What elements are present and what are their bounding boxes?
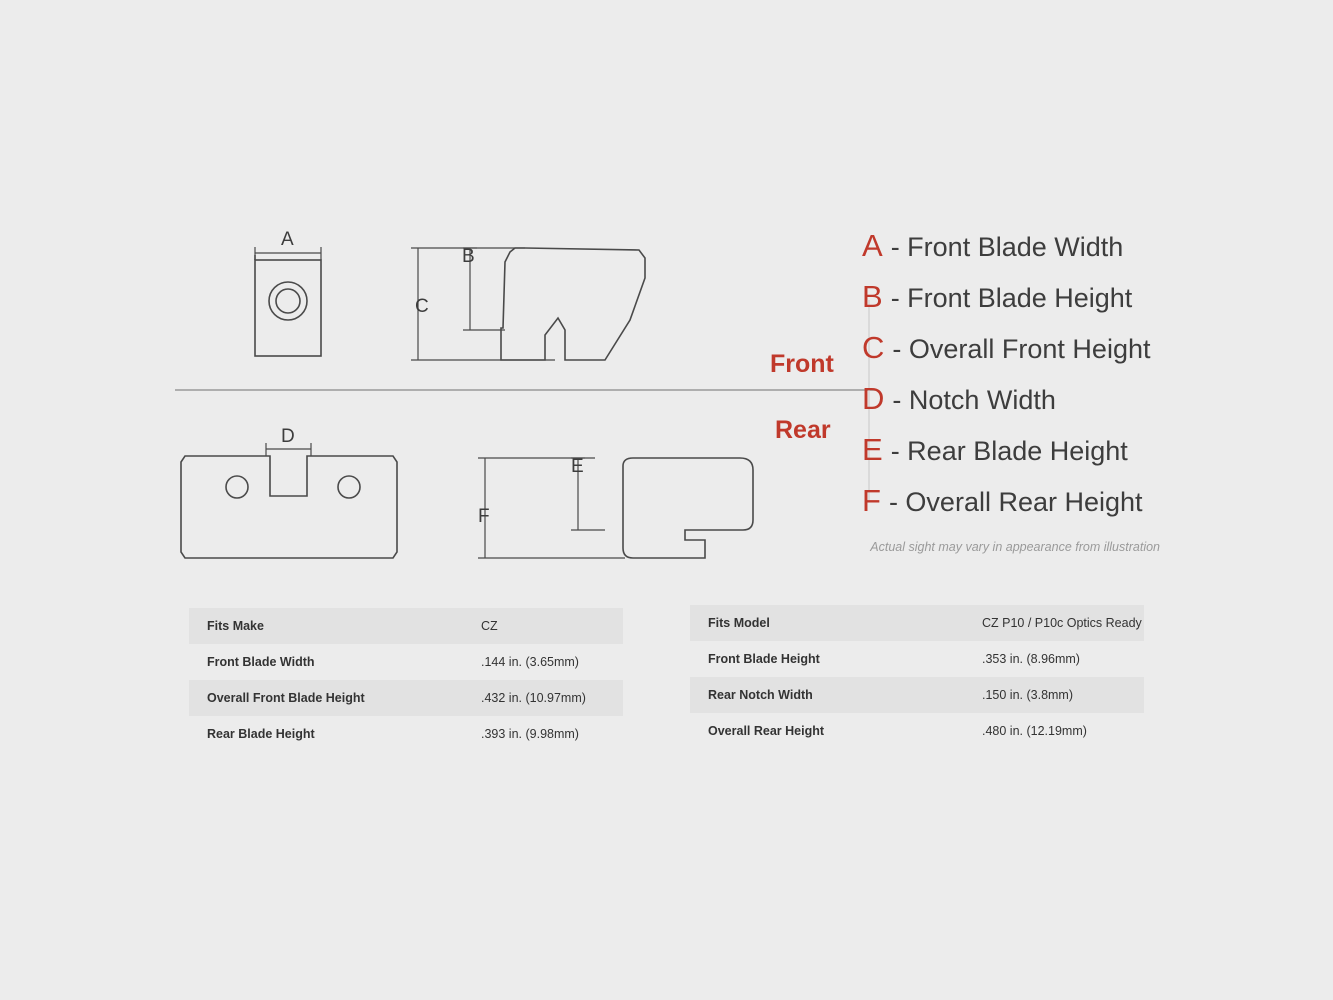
spec-label: Rear Blade Height [207, 727, 315, 741]
table-row [189, 680, 623, 716]
legend-letter-a: A [862, 228, 883, 263]
legend-text-a: - Front Blade Width [890, 232, 1124, 262]
legend-letter-e: E [862, 432, 883, 467]
legend-text-f: - Overall Rear Height [888, 487, 1143, 517]
callout-f: F [478, 506, 490, 527]
legend-text-b: - Front Blade Height [890, 283, 1133, 313]
front-view-label: Front [770, 350, 834, 378]
table-row [690, 677, 1144, 713]
rear-view-label: Rear [775, 416, 831, 444]
spec-value: .480 in. (12.19mm) [982, 724, 1087, 738]
spec-value: .393 in. (9.98mm) [481, 727, 579, 741]
spec-label: Overall Rear Height [708, 724, 825, 738]
spec-value: CZ P10 / P10c Optics Ready [982, 616, 1142, 630]
spec-value: .144 in. (3.65mm) [481, 655, 579, 669]
spec-table-left [189, 608, 623, 752]
spec-value: .353 in. (8.96mm) [982, 652, 1080, 666]
spec-label: Rear Notch Width [708, 688, 813, 702]
callout-d: D [281, 426, 295, 447]
spec-label: Overall Front Blade Height [207, 691, 365, 705]
table-row [690, 713, 1144, 749]
legend-letter-d: D [862, 381, 885, 416]
legend-disclaimer: Actual sight may vary in appearance from illustration [870, 540, 1160, 554]
legend-text-c: - Overall Front Height [892, 334, 1151, 364]
table-row [189, 644, 623, 680]
spec-label: Front Blade Width [207, 655, 315, 669]
spec-label: Front Blade Height [708, 652, 820, 666]
callout-a: A [281, 229, 294, 250]
spec-value: CZ [481, 619, 498, 633]
legend-text-e: - Rear Blade Height [890, 436, 1128, 466]
legend-letter-f: F [862, 483, 881, 518]
spec-label: Fits Model [708, 616, 770, 630]
callout-b: B [462, 246, 475, 267]
table-row [690, 605, 1144, 641]
callout-c: C [415, 296, 429, 317]
spec-label: Fits Make [207, 619, 264, 633]
legend-text-d: - Notch Width [892, 385, 1056, 415]
spec-value: .150 in. (3.8mm) [982, 688, 1074, 702]
table-row [189, 716, 623, 752]
spec-value: .432 in. (10.97mm) [481, 691, 586, 705]
spec-table-right [690, 605, 1144, 749]
legend-letter-b: B [862, 279, 883, 314]
table-row [690, 641, 1144, 677]
legend-letter-c: C [862, 330, 885, 365]
callout-e: E [571, 456, 584, 477]
table-row [189, 608, 623, 644]
